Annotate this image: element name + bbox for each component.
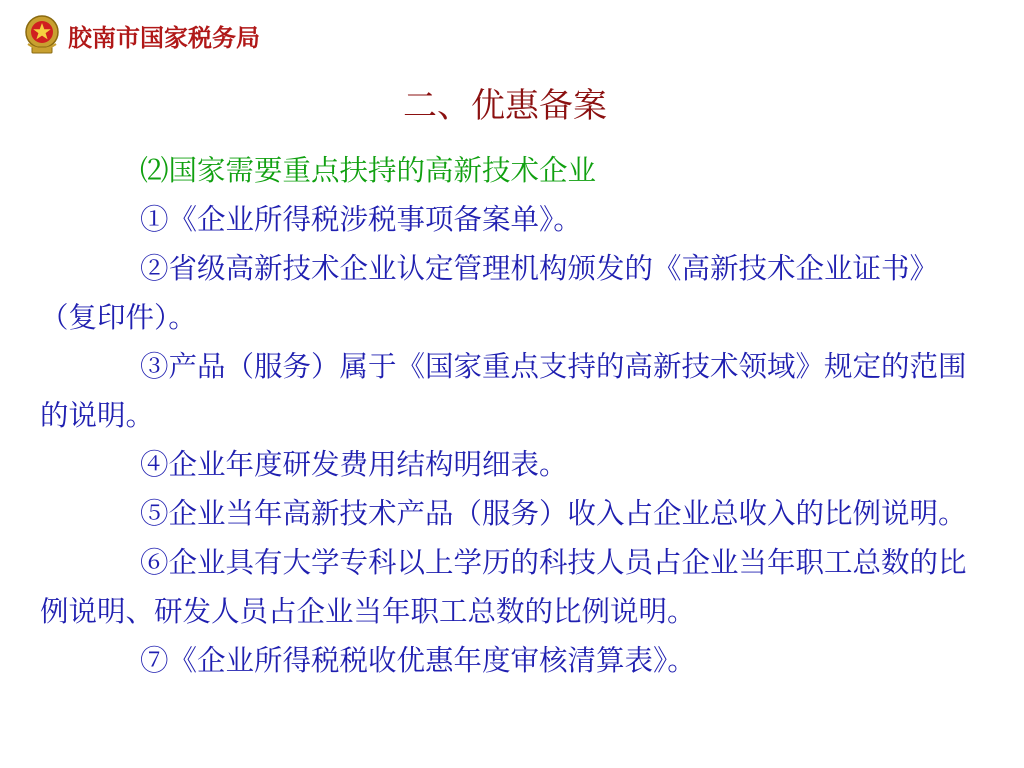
list-item: ⑥企业具有大学专科以上学历的科技人员占企业当年职工总数的比例说明、研发人员占企业当年职工总数的比例说明。: [40, 546, 967, 628]
tax-emblem-icon: [22, 14, 62, 56]
list-item: ①《企业所得税涉税事项备案单》。: [140, 203, 582, 236]
list-item: ⑤企业当年高新技术产品（服务）收入占企业总收入的比例说明。: [140, 497, 967, 530]
list-item: ③产品（服务）属于《国家重点支持的高新技术领域》规定的范围的说明。: [40, 350, 967, 432]
subheading: ⑵国家需要重点扶持的高新技术企业: [140, 154, 597, 187]
content-body: [40, 146, 970, 685]
header: [22, 12, 260, 58]
slide-title: 二、优惠备案: [403, 86, 607, 126]
organization-name: 胶南市国家税务局: [68, 22, 260, 52]
list-item: ④企业年度研发费用结构明细表。: [140, 448, 568, 481]
list-item: ⑦《企业所得税税收优惠年度审核清算表》。: [140, 644, 696, 677]
list-item: ②省级高新技术企业认定管理机构颁发的《高新技术企业证书》（复印件）。: [40, 252, 939, 334]
